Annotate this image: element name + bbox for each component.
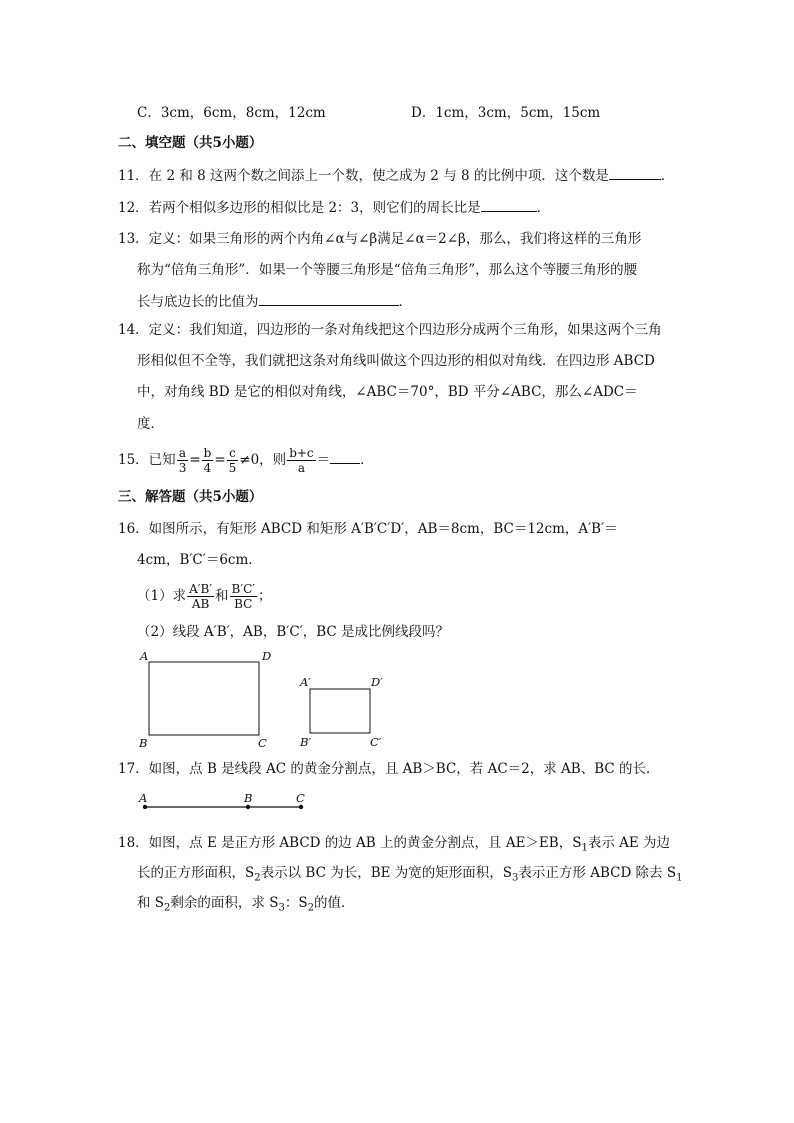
label-d-prime: D′ — [371, 675, 383, 689]
answer-blank — [259, 291, 399, 306]
question-11-text: 11．在 2 和 8 这两个数之间添上一个数，使之成为 2 与 8 的比例中项．这个数是 — [118, 168, 609, 184]
semicolon: ； — [257, 588, 272, 604]
question-18-line-1: 18．如图，点 E 是正方形 ABCD 的边 AB 上的黄金分割点，且 AE＞EB，$S_1$表示 AE 为边 — [118, 835, 671, 854]
period: ． — [536, 200, 551, 216]
label-a-prime: A′ — [300, 675, 311, 689]
question-14-line-3: 中，对角线 BD 是它的相似对角线，∠ABC＝70°，BD 平分∠ABC，那么∠ADC＝ — [137, 384, 638, 400]
label-b-prime: B′ — [300, 735, 312, 749]
fraction-c-over-5: $\frac{c}{5}$ — [228, 446, 237, 475]
label-c-prime: C′ — [370, 735, 382, 749]
period: ． — [660, 168, 675, 184]
question-13-line-2: 称为“倍角三角形”．如果一个等腰三角形是“倍角三角形”，那么这个等腰三角形的腰 — [137, 262, 638, 278]
rectangle-abcd — [149, 662, 259, 735]
rectangle-a2b2c2d2 — [310, 689, 370, 733]
section-answer-heading: 三、解答题（共5小题） — [118, 489, 263, 505]
answer-blank — [330, 449, 360, 464]
question-16-line-1: 16．如图所示，有矩形 ABCD 和矩形 A′B′C′D′，AB＝8cm，BC＝12cm，A′B′＝ — [118, 521, 618, 537]
figure-16-rectangles — [130, 648, 400, 756]
question-18-line-2: 长的正方形面积，$S_2$表示以 BC 为长，BE 为宽的矩形面积，$S_3$表示正方形 ABCD 除去 $S_1$ — [137, 865, 683, 884]
label-a: A — [140, 649, 149, 663]
fraction-a2b2-over-ab: $\frac{A'B'}{AB}$ — [189, 582, 213, 611]
and-word: 和 — [215, 588, 229, 604]
label-c: C — [258, 736, 267, 750]
question-11 — [118, 165, 674, 185]
question-15-condition: ≠0，则 — [239, 452, 287, 468]
question-14-line-1: 14．定义：我们知道，四边形的一条对角线把这个四边形分成两个三角形，如果这两个三角 — [118, 322, 662, 338]
part-1-prefix: （1）求 — [137, 588, 187, 604]
question-17: 17．如图，点 B 是线段 AC 的黄金分割点，且 AB＞BC，若 AC＝2，求 AB、BC 的长． — [118, 761, 660, 777]
question-12-text: 12．若两个相似多边形的相似比是 2：3，则它们的周长比是 — [118, 200, 481, 216]
answer-blank — [481, 197, 537, 212]
period: ． — [360, 452, 374, 468]
period: ． — [398, 294, 412, 310]
label-b: B — [244, 791, 253, 805]
option-c: C．3cm，6cm，8cm，12cm — [137, 105, 326, 121]
question-13-line-3 — [137, 291, 412, 311]
question-16-part-1 — [137, 580, 271, 612]
label-b: B — [139, 736, 148, 750]
question-16-part-2: （2）线段 A′B′，AB，B′C′，BC 是成比例线段吗？ — [137, 624, 450, 640]
label-c: C — [296, 791, 305, 805]
point-c — [299, 805, 303, 809]
equals-sign: ＝ — [316, 452, 331, 468]
fraction-b-over-4: $\frac{b}{4}$ — [203, 446, 212, 475]
question-14-line-2: 形相似但不全等，我们就把这条对角线叫做这个四边形的相似对角线．在四边形 ABCD — [137, 353, 655, 369]
fraction-bc-over-a: $\frac{b+c}{a}$ — [289, 446, 314, 475]
label-a: A — [139, 791, 148, 805]
point-b — [246, 805, 250, 809]
question-13-text: 长与底边长的比值为 — [137, 294, 259, 310]
point-a — [143, 805, 147, 809]
question-12 — [118, 197, 550, 217]
question-15: 15．已知 $\frac{a}{3}$ = $\frac{b}{4}$ = $\frac{c}{5}$ ≠0，则 $\frac{b+c}{a}$ ＝ ． — [118, 446, 374, 475]
fraction-b2c2-over-bc: $\frac{B'C'}{BC}$ — [231, 582, 255, 611]
fraction-a-over-3: $\frac{a}{3}$ — [178, 446, 187, 475]
figure-17-segment — [135, 788, 315, 814]
label-d: D — [262, 649, 272, 663]
question-16-line-2: 4cm，B′C′＝6cm． — [137, 552, 262, 568]
question-18-line-3: 和 $S_2$剩余的面积，求 $S_3$：$S_2$的值． — [137, 895, 355, 914]
answer-blank — [609, 165, 661, 180]
question-15-prefix: 15．已知 — [118, 452, 176, 468]
question-13-line-1: 13．定义：如果三角形的两个内角∠α与∠β满足∠α＝2∠β，那么，我们将这样的三角形 — [118, 231, 642, 247]
option-d: D．1cm，3cm，5cm，15cm — [411, 105, 601, 121]
question-14-line-4: 度． — [137, 416, 164, 432]
section-fill-blank-heading: 二、填空题（共5小题） — [118, 135, 263, 151]
